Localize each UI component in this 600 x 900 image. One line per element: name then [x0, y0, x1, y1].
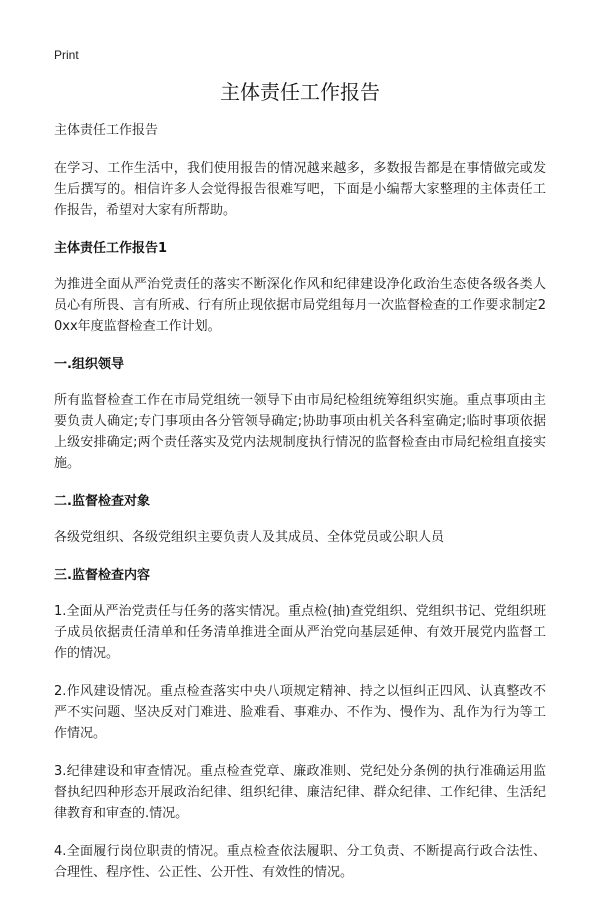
document-body — [54, 120, 546, 900]
content-item-4: 4.全面履行岗位职责的情况。重点检查依法履职、分工负责、不断提高行政合法性、合理性、程序性、公正性、公开性、有效性的情况。 — [54, 844, 546, 880]
section2-heading: 二.监督检查对象 — [54, 494, 150, 509]
document-subtitle: 主体责任工作报告 — [54, 123, 159, 138]
document-title: 主体责任工作报告 — [220, 80, 380, 104]
section3-heading: 三.监督检查内容 — [54, 568, 150, 583]
report1-paragraph: 为推进全面从严治党责任的落实不断深化作风和纪律建设净化政治生态使各级各类人员心有所畏、言有所戒、行有所止现依据市局党组每月一次监督检查的工作要求制定20xx年度监督检查工作计划。 — [54, 277, 546, 334]
report1-heading: 主体责任工作报告1 — [54, 241, 168, 256]
intro-paragraph: 在学习、工作生活中，我们使用报告的情况越来越多，多数报告都是在事情做完或发生后撰写的。相信许多人会觉得报告很难写吧，下面是小编帮大家整理的主体责任工作报告，希望对大家有所帮助。 — [54, 161, 546, 218]
content-item-2: 2.作风建设情况。重点检查落实中央八项规定精神、持之以恒纠正四风、认真整改不严不实问题、坚决反对门难进、脸难看、事难办、不作为、慢作为、乱作为行为等工作情况。 — [54, 684, 546, 741]
section1-paragraph: 所有监督检查工作在市局党组统一领导下由市局纪检组统筹组织实施。重点事项由主要负责人确定;专门事项由各分管领导确定;协助事项由机关各科室确定;临时事项依据上级安排确定;两个责任落实及党内法规制度执行情况的监督检查由市局纪检组直接实施。 — [54, 393, 546, 471]
content-item-3: 3.纪律建设和审查情况。重点检查党章、廉政准则、党纪处分条例的执行准确运用监督执纪四种形态开展政治纪律、组织纪律、廉洁纪律、群众纪律、工作纪律、生活纪律教育和审查的.情况。 — [54, 764, 546, 821]
section1-heading: 一.组织领导 — [54, 357, 124, 372]
print-link[interactable]: Print — [54, 48, 79, 62]
content-item-1: 1.全面从严治党责任与任务的落实情况。重点检(抽)查党组织、党组织书记、党组织班子成员依据责任清单和任务清单推进全面从严治党向基层延伸、有效开展党内监督工作的情况。 — [54, 604, 546, 661]
section2-paragraph: 各级党组织、各级党组织主要负责人及其成员、全体党员或公职人员 — [54, 530, 445, 545]
